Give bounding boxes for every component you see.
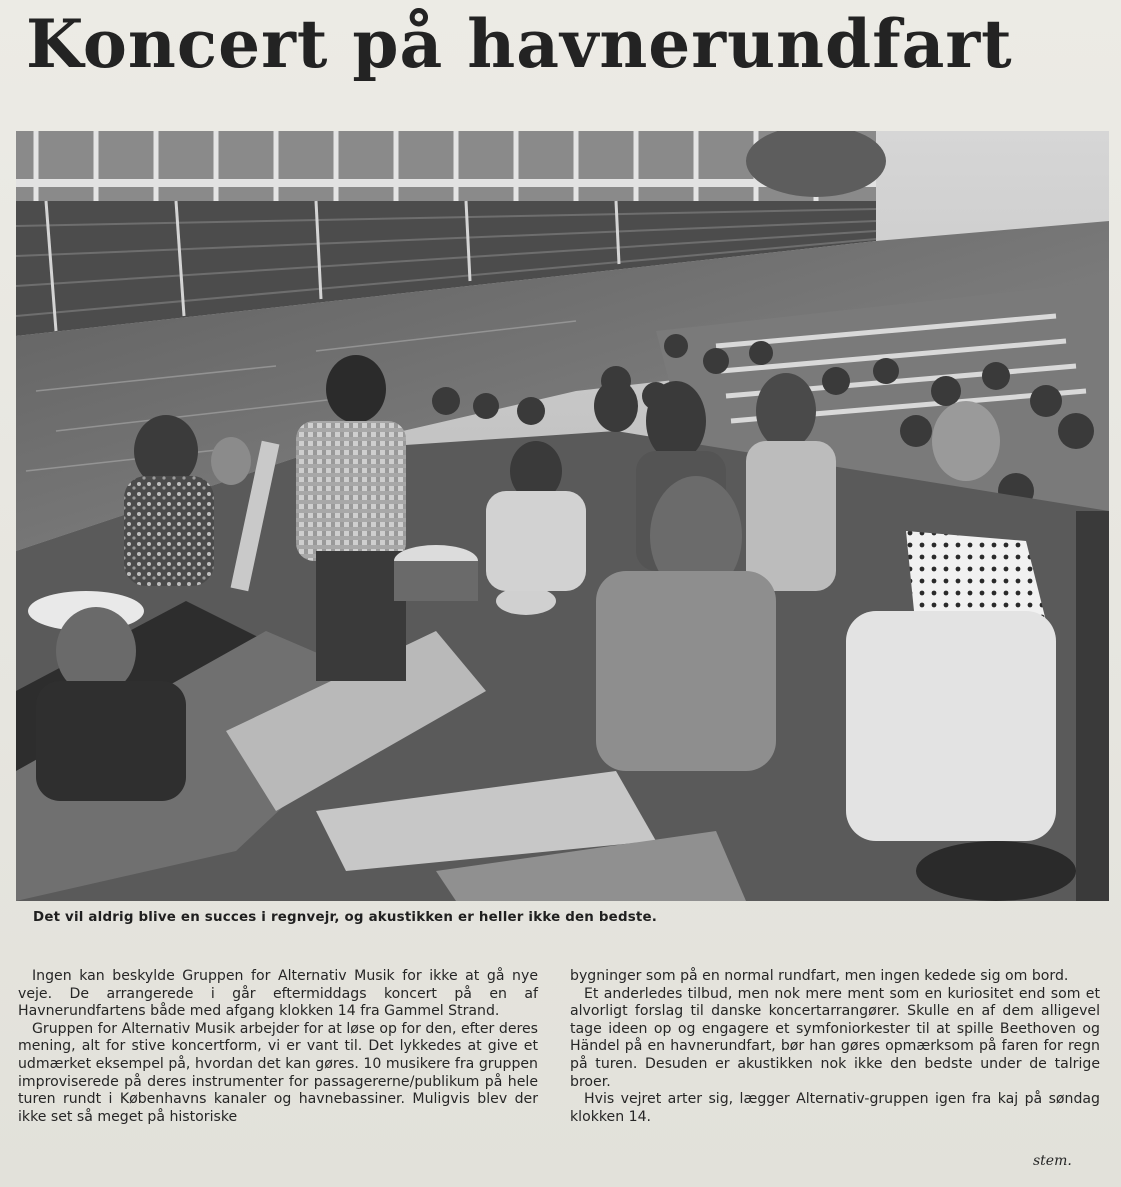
article-column-right [570,968,1100,1126]
author-signature: stem. [1033,1153,1072,1169]
article-column-left [18,968,538,1126]
article-paragraph: Et anderledes tilbud, men nok mere ment som en kuriositet end som et alvorligt forslag til danske koncertarrangører. Skulle en af dem alligevel tage ideen op og engagere et symfoniorkester til at spille Beethoven og Händel på en havnerundfart, bør han gøres opmærksom på faren for regn på turen. Desuden er akustikken nok ikke den bedste under de talrige broer. [570,985,1100,1090]
article-paragraph: Gruppen for Alternativ Musik arbejder for at løse op for den, efter deres mening, alt for stive koncertform, vi er vant til. Det lykkedes at give et udmærket eksempel på, hvordan det kan gøres. 10 musikere fra gruppen improviserede på deres instrumenter for passagererne/publikum på hele turen rundt i Københavns kanaler og havnebassiner. Muligvis blev der ikke set så meget på historiske [18,1020,538,1125]
photo-caption: Det vil aldrig blive en succes i regnvejr, og akustikken er heller ikke den bedste. [33,910,658,925]
article-paragraph: Ingen kan beskylde Gruppen for Alternativ Musik for ikke at gå nye veje. De arrangerede i går eftermiddags koncert på en af Havnerundfartens både med afgang klokken 14 fra Gammel Strand. [18,968,538,1020]
photo-concert-on-boat [16,131,1109,901]
article-paragraph: bygninger som på en normal rundfart, men ingen kedede sig om bord. [570,968,1069,984]
headline: Koncert på havnerundfart [26,5,1013,83]
article-paragraph: Hvis vejret arter sig, lægger Alternativ-gruppen igen fra kaj på søndag klokken 14. [570,1091,1100,1125]
photo-illustration [16,131,1109,901]
